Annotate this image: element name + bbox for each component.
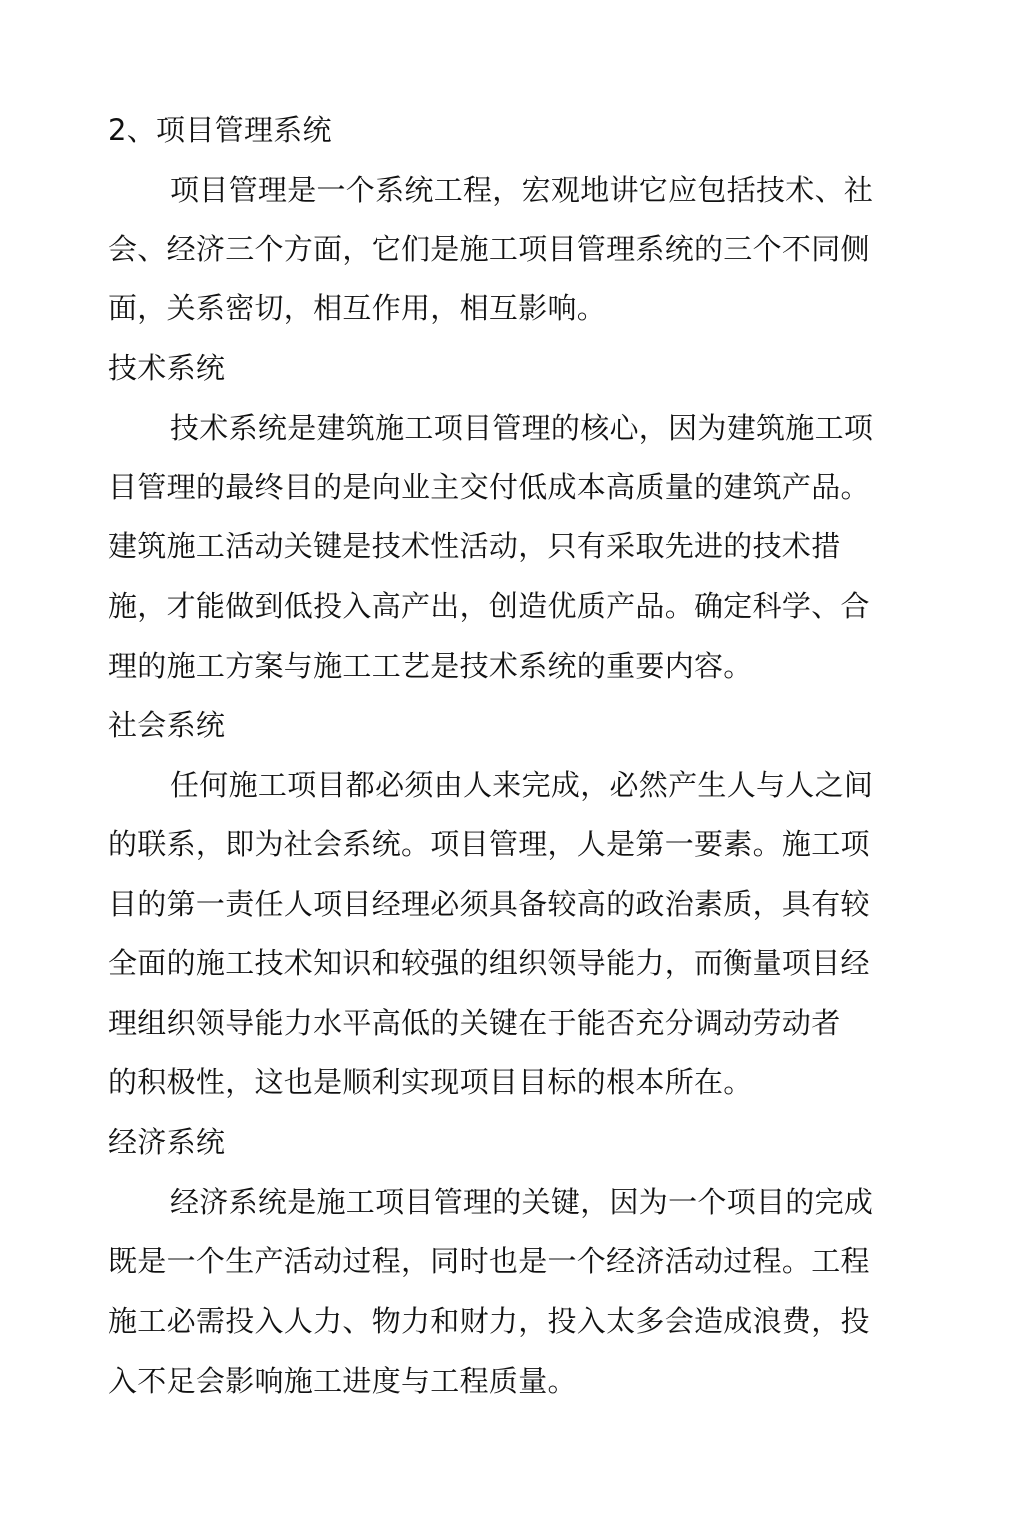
paragraph-line: 技术系统是建筑施工项目管理的核心，因为建筑施工项 [170, 411, 874, 445]
paragraph-line: 施，才能做到低投入高产出，创造优质产品。确定科学、合 [108, 589, 870, 623]
paragraph-line: 经济系统是施工项目管理的关键，因为一个项目的完成 [170, 1185, 874, 1219]
paragraph-line: 既是一个生产活动过程，同时也是一个经济活动过程。工程 [108, 1244, 870, 1278]
paragraph-line: 任何施工项目都必须由人来完成，必然产生人与人之间 [170, 768, 874, 802]
subsection-heading: 经济系统 [108, 1125, 226, 1159]
paragraph-line: 会、经济三个方面，它们是施工项目管理系统的三个不同侧 [108, 232, 870, 266]
section-heading: 2、项目管理系统 [108, 113, 332, 147]
paragraph-line: 的积极性，这也是顺利实现项目目标的根本所在。 [108, 1065, 753, 1099]
paragraph-line: 目管理的最终目的是向业主交付低成本高质量的建筑产品。 [108, 470, 870, 504]
paragraph-line: 入不足会影响施工进度与工程质量。 [108, 1364, 577, 1398]
paragraph-line: 理组织领导能力水平高低的关键在于能否充分调动劳动者 [108, 1006, 841, 1040]
paragraph-line: 施工必需投入人力、物力和财力，投入太多会造成浪费，投 [108, 1304, 870, 1338]
paragraph-line: 项目管理是一个系统工程，宏观地讲它应包括技术、社 [170, 173, 874, 207]
paragraph-line: 建筑施工活动关键是技术性活动，只有采取先进的技术措 [108, 529, 841, 563]
paragraph-line: 全面的施工技术知识和较强的组织领导能力，而衡量项目经 [108, 946, 870, 980]
paragraph-line: 目的第一责任人项目经理必须具备较高的政治素质，具有较 [108, 887, 870, 921]
paragraph-line: 理的施工方案与施工工艺是技术系统的重要内容。 [108, 649, 753, 683]
subsection-heading: 社会系统 [108, 708, 226, 742]
paragraph-line: 面，关系密切，相互作用，相互影响。 [108, 291, 607, 325]
subsection-heading: 技术系统 [108, 351, 226, 385]
paragraph-line: 的联系，即为社会系统。项目管理，人是第一要素。施工项 [108, 827, 870, 861]
